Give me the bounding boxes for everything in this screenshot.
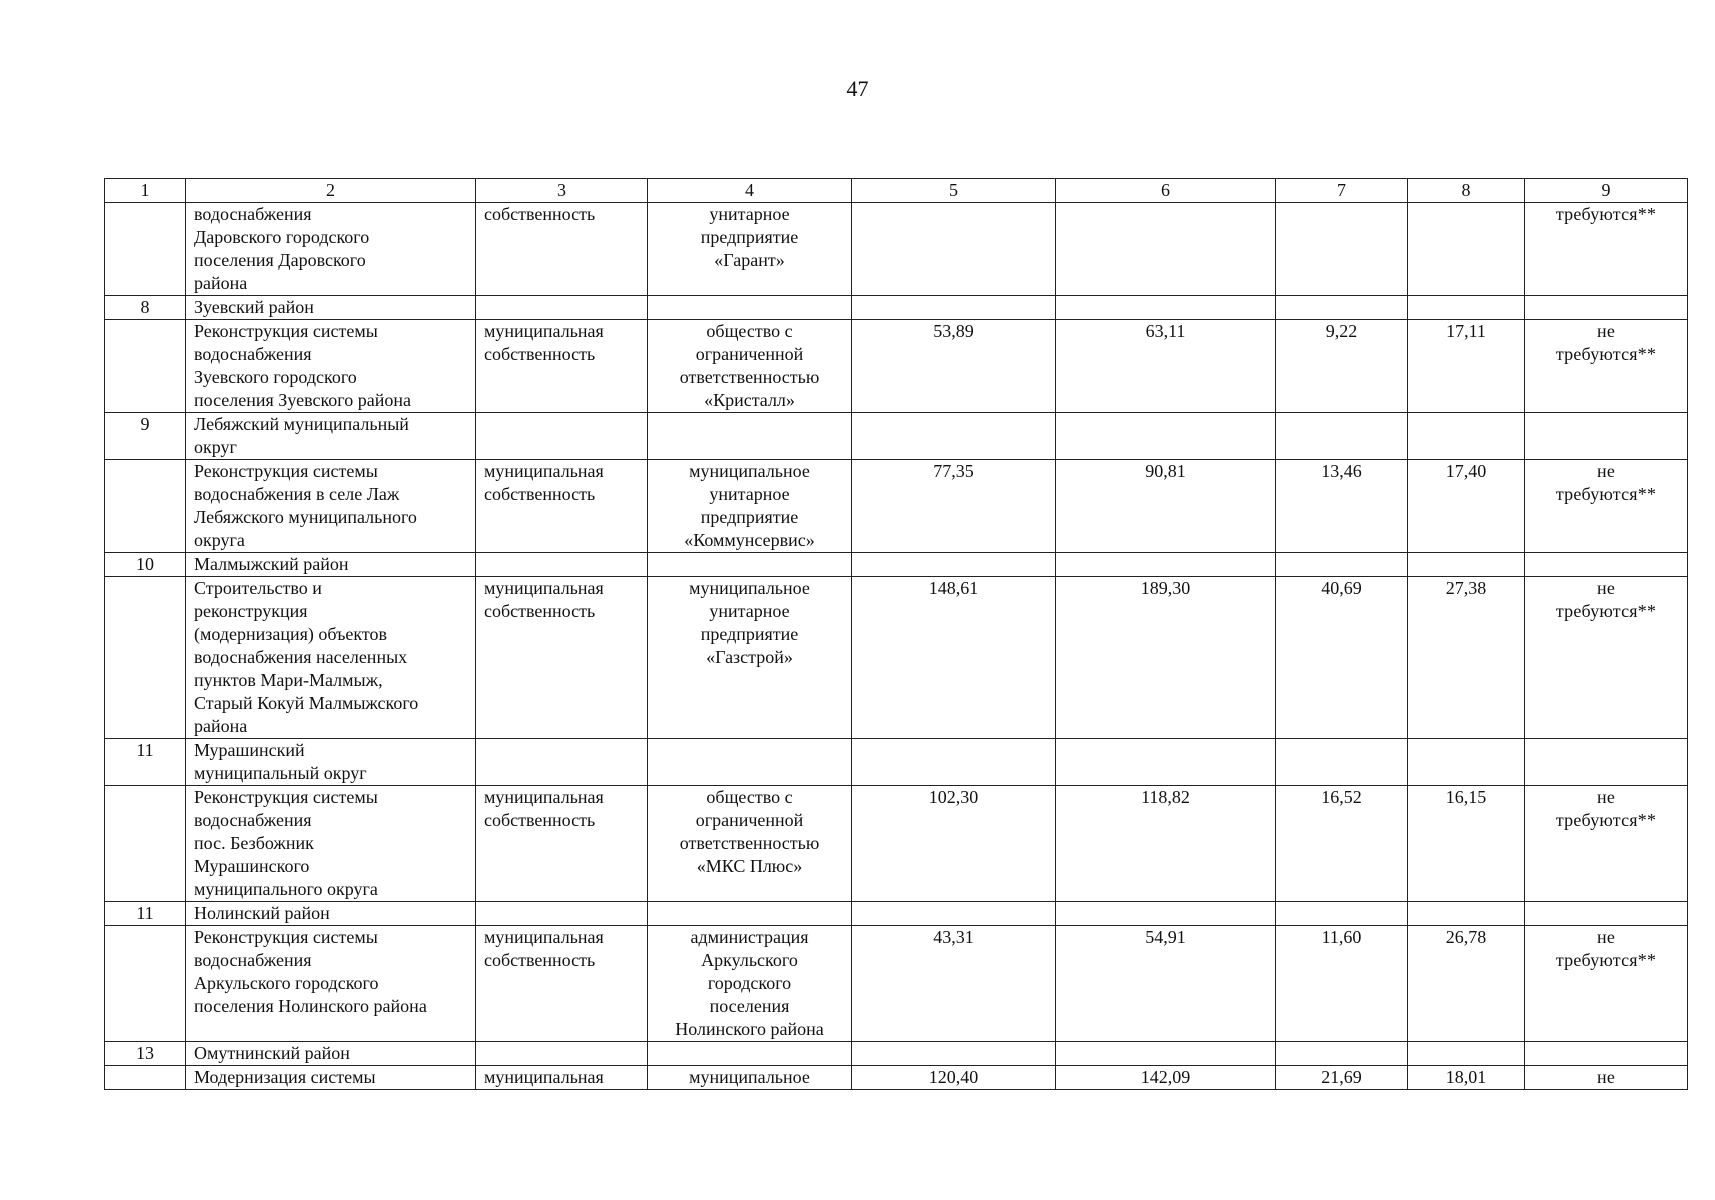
requirement-status-line: не	[1596, 461, 1616, 481]
district-number: 9	[105, 413, 186, 460]
project-name-line: района	[194, 716, 248, 736]
ownership-form	[476, 1066, 648, 1090]
project-name-line: Даровского городского	[194, 227, 370, 247]
ownership-form-line: муниципальная	[484, 787, 604, 807]
table-row	[105, 203, 1688, 296]
operator-organization-line: Аркульского	[701, 950, 798, 970]
project-name	[186, 460, 476, 553]
project-name-line: Мурашинского	[194, 856, 310, 876]
column-header: 2	[186, 179, 476, 203]
district-name-line: муниципальный округ	[194, 763, 367, 783]
project-name	[186, 203, 476, 296]
operator-organization-line: муниципальное	[689, 461, 810, 481]
empty-cell	[852, 739, 1056, 786]
table-row	[105, 577, 1688, 739]
operator-organization	[648, 786, 852, 902]
value-col-5: 77,35	[852, 460, 1056, 553]
requirement-status	[1525, 460, 1688, 553]
value-col-6: 189,30	[1056, 577, 1276, 739]
value-col-6: 90,81	[1056, 460, 1276, 553]
table-row	[105, 926, 1688, 1042]
operator-organization	[648, 926, 852, 1042]
value-col-8: 17,11	[1408, 320, 1525, 413]
project-name-line: поселения Даровского	[194, 250, 366, 270]
empty-cell	[648, 902, 852, 926]
project-name	[186, 1066, 476, 1090]
column-header: 6	[1056, 179, 1276, 203]
table-row	[105, 1066, 1688, 1090]
value-col-5	[852, 203, 1056, 296]
operator-organization-line: «МКС Плюс»	[696, 856, 803, 876]
operator-organization-line: унитарное	[709, 204, 790, 224]
ownership-form-line: собственность	[484, 204, 596, 224]
project-name-line: Реконструкция системы	[194, 927, 378, 947]
empty-cell	[1276, 1042, 1408, 1066]
district-name-line: Омутнинский район	[194, 1043, 350, 1063]
empty-cell	[1408, 902, 1525, 926]
value-col-8: 27,38	[1408, 577, 1525, 739]
operator-organization-line: предприятие	[700, 507, 799, 527]
district-name-line: округ	[194, 437, 237, 457]
value-col-6: 142,09	[1056, 1066, 1276, 1090]
row-number	[105, 460, 186, 553]
project-name-line: водоснабжения	[194, 344, 312, 364]
operator-organization-line: ограниченной	[695, 810, 804, 830]
operator-organization	[648, 320, 852, 413]
empty-cell	[1276, 296, 1408, 320]
page-number: 47	[846, 76, 869, 101]
empty-cell	[852, 902, 1056, 926]
operator-organization-line: администрация	[690, 927, 809, 947]
row-number	[105, 786, 186, 902]
value-col-8	[1408, 203, 1525, 296]
district-name	[186, 553, 476, 577]
requirement-status-line: не	[1596, 321, 1616, 341]
district-name-line: Нолинский район	[194, 903, 330, 923]
district-name	[186, 413, 476, 460]
empty-cell	[1276, 739, 1408, 786]
project-name-line: Строительство и	[194, 578, 322, 598]
empty-cell	[1525, 739, 1688, 786]
district-number: 8	[105, 296, 186, 320]
empty-cell	[1408, 1042, 1525, 1066]
value-col-6: 54,91	[1056, 926, 1276, 1042]
value-col-5: 120,40	[852, 1066, 1056, 1090]
empty-cell	[648, 739, 852, 786]
requirement-status-line: требуются**	[1555, 601, 1657, 621]
value-col-6	[1056, 203, 1276, 296]
empty-cell	[1276, 553, 1408, 577]
value-col-8: 16,15	[1408, 786, 1525, 902]
table-body	[105, 203, 1688, 1090]
operator-organization-line: Нолинского района	[675, 1019, 824, 1039]
project-name-line: водоснабжения населенных	[194, 647, 408, 667]
empty-cell	[1525, 296, 1688, 320]
row-number	[105, 926, 186, 1042]
ownership-form	[476, 926, 648, 1042]
empty-cell	[1525, 902, 1688, 926]
empty-cell	[476, 902, 648, 926]
empty-cell	[1408, 553, 1525, 577]
column-header: 9	[1525, 179, 1688, 203]
project-name-line: Старый Кокуй Малмыжского	[194, 693, 419, 713]
project-name	[186, 786, 476, 902]
requirement-status-line: не	[1596, 787, 1616, 807]
project-name-line: пунктов Мари-Малмыж,	[194, 670, 383, 690]
project-name-line: Реконструкция системы	[194, 321, 378, 341]
empty-cell	[1056, 902, 1276, 926]
project-name-line: Аркульского городского	[194, 973, 379, 993]
ownership-form	[476, 786, 648, 902]
requirement-status-line: требуются**	[1555, 810, 1657, 830]
value-col-6: 63,11	[1056, 320, 1276, 413]
value-col-7: 40,69	[1276, 577, 1408, 739]
operator-organization-line: унитарное	[709, 601, 790, 621]
operator-organization-line: общество с	[706, 787, 793, 807]
operator-organization	[648, 577, 852, 739]
district-row	[105, 553, 1688, 577]
district-number: 11	[105, 902, 186, 926]
empty-cell	[852, 413, 1056, 460]
ownership-form	[476, 203, 648, 296]
operator-organization-line: «Гарант»	[714, 250, 785, 270]
project-name-line: водоснабжения	[194, 950, 312, 970]
value-col-7: 9,22	[1276, 320, 1408, 413]
operator-organization-line: «Газстрой»	[706, 647, 793, 667]
district-row	[105, 739, 1688, 786]
empty-cell	[1408, 296, 1525, 320]
column-header: 1	[105, 179, 186, 203]
project-name-line: Модернизация системы	[194, 1067, 376, 1087]
project-name-line: муниципального округа	[194, 879, 378, 899]
district-name	[186, 1042, 476, 1066]
empty-cell	[1408, 413, 1525, 460]
requirement-status	[1525, 203, 1688, 296]
column-number-row	[105, 179, 1688, 203]
empty-cell	[1525, 413, 1688, 460]
project-name-line: поселения Нолинского района	[194, 996, 427, 1016]
empty-cell	[852, 553, 1056, 577]
project-name-line: Лебяжского муниципального	[194, 507, 417, 527]
project-name-line: Зуевского городского	[194, 367, 357, 387]
project-name-line: водоснабжения в селе Лаж	[194, 484, 400, 504]
requirement-status-line: не	[1596, 1067, 1616, 1087]
operator-organization-line: ответственностью	[679, 833, 820, 853]
ownership-form-line: собственность	[484, 484, 596, 504]
row-number	[105, 577, 186, 739]
operator-organization-line: «Кристалл»	[704, 390, 795, 410]
operator-organization-line: унитарное	[709, 484, 790, 504]
project-name	[186, 577, 476, 739]
table-row	[105, 460, 1688, 553]
empty-cell	[1056, 413, 1276, 460]
empty-cell	[1056, 1042, 1276, 1066]
value-col-7: 21,69	[1276, 1066, 1408, 1090]
ownership-form-line: собственность	[484, 810, 596, 830]
project-name-line: пос. Безбожник	[194, 833, 314, 853]
district-number: 10	[105, 553, 186, 577]
empty-cell	[1525, 553, 1688, 577]
district-name-line: Малмыжский район	[194, 554, 349, 574]
project-name	[186, 320, 476, 413]
value-col-5: 53,89	[852, 320, 1056, 413]
empty-cell	[476, 1042, 648, 1066]
empty-cell	[1525, 1042, 1688, 1066]
empty-cell	[1276, 902, 1408, 926]
empty-cell	[476, 739, 648, 786]
ownership-form-line: муниципальная	[484, 461, 604, 481]
column-header: 8	[1408, 179, 1525, 203]
empty-cell	[476, 296, 648, 320]
value-col-8: 17,40	[1408, 460, 1525, 553]
requirement-status-line: не	[1596, 927, 1616, 947]
district-name	[186, 902, 476, 926]
requirement-status-line: требуются**	[1555, 950, 1657, 970]
requirement-status-line: требуются**	[1555, 204, 1657, 224]
operator-organization-line: муниципальное	[689, 578, 810, 598]
empty-cell	[648, 413, 852, 460]
project-name-line: поселения Зуевского района	[194, 390, 411, 410]
table-row	[105, 786, 1688, 902]
district-row	[105, 413, 1688, 460]
project-name-line: Реконструкция системы	[194, 461, 378, 481]
operator-organization-line: общество с	[706, 321, 793, 341]
district-name-line: Мурашинский	[194, 740, 305, 760]
district-number: 13	[105, 1042, 186, 1066]
value-col-5: 148,61	[852, 577, 1056, 739]
project-name-line: водоснабжения	[194, 204, 312, 224]
operator-organization-line: предприятие	[700, 624, 799, 644]
empty-cell	[852, 296, 1056, 320]
ownership-form-line: муниципальная	[484, 321, 604, 341]
project-name-line: реконструкция	[194, 601, 308, 621]
project-name-line: (модернизация) объектов	[194, 624, 388, 644]
empty-cell	[852, 1042, 1056, 1066]
district-name-line: Зуевский район	[194, 297, 314, 317]
ownership-form-line: собственность	[484, 950, 596, 970]
operator-organization	[648, 1066, 852, 1090]
project-name-line: района	[194, 273, 248, 293]
requirement-status-line: требуются**	[1555, 344, 1657, 364]
empty-cell	[1056, 296, 1276, 320]
operator-organization-line: городского	[707, 973, 792, 993]
value-col-8: 18,01	[1408, 1066, 1525, 1090]
requirement-status	[1525, 1066, 1688, 1090]
ownership-form-line: муниципальная	[484, 1067, 604, 1087]
ownership-form	[476, 320, 648, 413]
investment-table	[104, 178, 1688, 1090]
project-name-line: водоснабжения	[194, 810, 312, 830]
project-name-line: округа	[194, 530, 245, 550]
operator-organization-line: поселения	[709, 996, 790, 1016]
ownership-form	[476, 460, 648, 553]
district-name	[186, 739, 476, 786]
ownership-form-line: собственность	[484, 344, 596, 364]
value-col-5: 43,31	[852, 926, 1056, 1042]
row-number	[105, 320, 186, 413]
district-number: 11	[105, 739, 186, 786]
empty-cell	[476, 553, 648, 577]
value-col-7	[1276, 203, 1408, 296]
operator-organization-line: ограниченной	[695, 344, 804, 364]
value-col-7: 13,46	[1276, 460, 1408, 553]
table-row	[105, 320, 1688, 413]
empty-cell	[1408, 739, 1525, 786]
district-row	[105, 902, 1688, 926]
operator-organization-line: предприятие	[700, 227, 799, 247]
district-name-line: Лебяжский муниципальный	[194, 414, 409, 434]
ownership-form	[476, 577, 648, 739]
row-number	[105, 1066, 186, 1090]
value-col-7: 11,60	[1276, 926, 1408, 1042]
operator-organization-line: «Коммунсервис»	[684, 530, 815, 550]
value-col-7: 16,52	[1276, 786, 1408, 902]
column-header: 3	[476, 179, 648, 203]
empty-cell	[1056, 553, 1276, 577]
empty-cell	[648, 553, 852, 577]
empty-cell	[648, 296, 852, 320]
column-header: 7	[1276, 179, 1408, 203]
project-name-line: Реконструкция системы	[194, 787, 378, 807]
ownership-form-line: муниципальная	[484, 927, 604, 947]
requirement-status-line: требуются**	[1555, 484, 1657, 504]
requirement-status-line: не	[1596, 578, 1616, 598]
empty-cell	[1276, 413, 1408, 460]
empty-cell	[1056, 739, 1276, 786]
requirement-status	[1525, 320, 1688, 413]
operator-organization-line: ответственностью	[679, 367, 820, 387]
requirement-status	[1525, 926, 1688, 1042]
column-header: 5	[852, 179, 1056, 203]
value-col-6: 118,82	[1056, 786, 1276, 902]
column-header: 4	[648, 179, 852, 203]
empty-cell	[648, 1042, 852, 1066]
operator-organization	[648, 203, 852, 296]
empty-cell	[476, 413, 648, 460]
operator-organization	[648, 460, 852, 553]
value-col-5: 102,30	[852, 786, 1056, 902]
district-row	[105, 1042, 1688, 1066]
requirement-status	[1525, 577, 1688, 739]
row-number	[105, 203, 186, 296]
value-col-8: 26,78	[1408, 926, 1525, 1042]
ownership-form-line: муниципальная	[484, 578, 604, 598]
operator-organization-line: муниципальное	[689, 1067, 810, 1087]
ownership-form-line: собственность	[484, 601, 596, 621]
project-name	[186, 926, 476, 1042]
district-row	[105, 296, 1688, 320]
district-name	[186, 296, 476, 320]
requirement-status	[1525, 786, 1688, 902]
